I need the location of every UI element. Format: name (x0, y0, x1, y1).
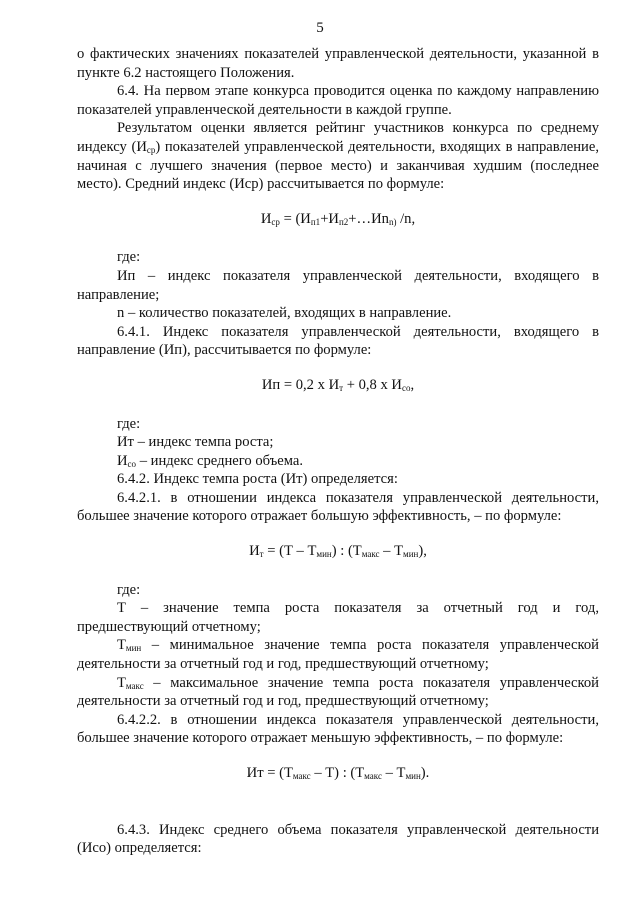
paragraph-continuation: о фактических значениях показателей управленческой деятельности, указанной в пункте 6.2 настоящего Положения. (77, 46, 599, 81)
definition-tmin: $Т_{мин}$ – минимальное значение темпа роста показателя управленческой деятельности за отчетный год и год, предшествующий отчетному; (77, 637, 599, 673)
where-label: где: (117, 581, 141, 598)
formula-growth-index-negative: Ит = $(Т_{макс} - Т)$ : $(Т_{макс} - Т_{мин})$. (246, 765, 430, 781)
paragraph-6-4-2-1: 6.4.2.1. в отношении индекса показателя управленческой деятельности, большее значение которого отражает большую эффективность, – по формуле: (77, 489, 599, 525)
definition-t: Т – значение темпа роста показателя за отчетный год и год, предшествующий отчетному; (77, 600, 599, 635)
paragraph-result: Результатом оценки является рейтинг участников конкурса по среднему индексу $(И_{ср})$ показателей управленческой деятельности, входящих в направление, начиная с лучшего значения (первое место) и заканчивая худшим (последнее место). Средний индекс (Иср) рассчитывается по формуле: (77, 120, 599, 193)
paragraph-6-4-2-2: 6.4.2.2. в отношении индекса показателя управленческой деятельности, большее значение которого отражает меньшую эффективность, – по формуле: (77, 711, 599, 747)
formula-average-index: $И_{ср}$ = ($И_{п1}+И_{п2}+\dots Иn_{n)}$ /n, (260, 210, 416, 227)
definition-it: Ит – индекс темпа роста; (117, 434, 274, 451)
definition-tmax: $Т_{макс}$ – максимальное значение темпа роста показателя управленческой деятельности за отчетный год и год, предшествующий отчетному; (77, 674, 599, 710)
paragraph-6-4-3: 6.4.3. Индекс среднего объема показателя управленческой деятельности (Исо) определяется: (77, 821, 599, 857)
where-label: где: (117, 249, 141, 266)
formula-indicator-index: Ип = 0,2 х $И_т + 0,8$ х $И_{со}$, (261, 376, 415, 393)
formula-growth-index-positive: $И_т = (Т - Т_{мин})$ : $(Т_{макс} - Т_{мин})$, (249, 543, 427, 560)
definition-n: n – количество показателей, входящих в направление. (117, 305, 452, 322)
paragraph-6-4-2: 6.4.2. Индекс темпа роста (Ит) определяется: (117, 471, 398, 488)
definition-iso: $И_{со}$ – индекс среднего объема. (117, 452, 303, 469)
paragraph-6-4-1: 6.4.1. Индекс показателя управленческой деятельности, входящего в направление (Ип), рассчитывается по формуле: (77, 323, 599, 359)
document-body (77, 45, 599, 858)
definition-ip: Ип – индекс показателя управленческой деятельности, входящего в направление; (77, 267, 599, 303)
page-number: 5 (316, 20, 324, 36)
where-label: где: (117, 415, 141, 432)
paragraph-6-4: 6.4. На первом этапе конкурса проводится оценка по каждому направлению показателей управленческой деятельности в каждой группе. (77, 83, 599, 118)
